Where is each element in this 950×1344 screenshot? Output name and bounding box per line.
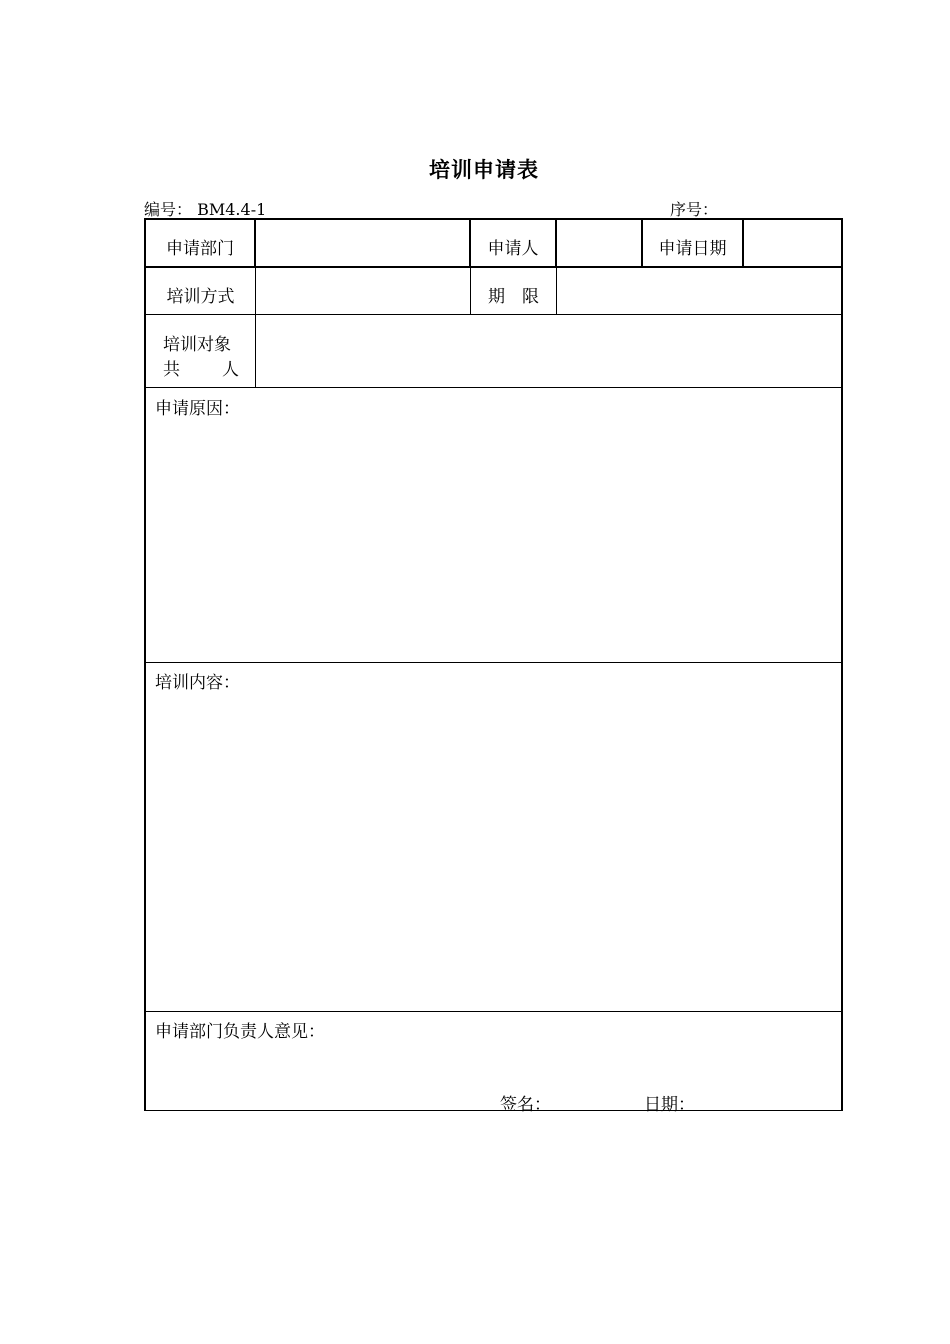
row3-bottom-border (146, 387, 841, 388)
form-title: 培训申请表 (429, 158, 539, 182)
row1-divider-3 (555, 220, 557, 268)
content-label: 培训内容： (155, 673, 240, 693)
code-label: 编号： (144, 200, 193, 219)
row1-bottom-border (146, 266, 841, 268)
target-label-line1: 培训对象 (163, 335, 231, 355)
target-label-count-prefix: 共 (163, 360, 180, 380)
serial-label: 序号： (670, 200, 719, 219)
apply-date-label: 申请日期 (658, 239, 727, 259)
application-form-table (144, 218, 843, 1115)
row2-bottom-border (146, 314, 841, 315)
target-label-count-suffix: 人 (222, 360, 239, 380)
code-value: BM4.4-1 (197, 200, 267, 219)
reason-bottom-border (146, 662, 841, 663)
label-column-divider (255, 268, 256, 387)
dept-label: 申请部门 (166, 239, 234, 259)
dept-head-opinion-label: 申请部门负责人意见： (155, 1022, 325, 1042)
method-label: 培训方式 (166, 287, 235, 307)
reason-label: 申请原因： (155, 399, 240, 419)
row1-divider-1 (254, 220, 256, 268)
content-bottom-border (146, 1011, 841, 1012)
signature-label: 签名： (500, 1095, 551, 1115)
applicant-label: 申请人 (487, 239, 539, 259)
sign-date-label: 日期： (644, 1095, 695, 1115)
row1-divider-5 (742, 220, 744, 268)
period-label: 期 限 (488, 287, 539, 307)
row2-divider-3 (556, 268, 557, 314)
form-code (144, 197, 266, 220)
